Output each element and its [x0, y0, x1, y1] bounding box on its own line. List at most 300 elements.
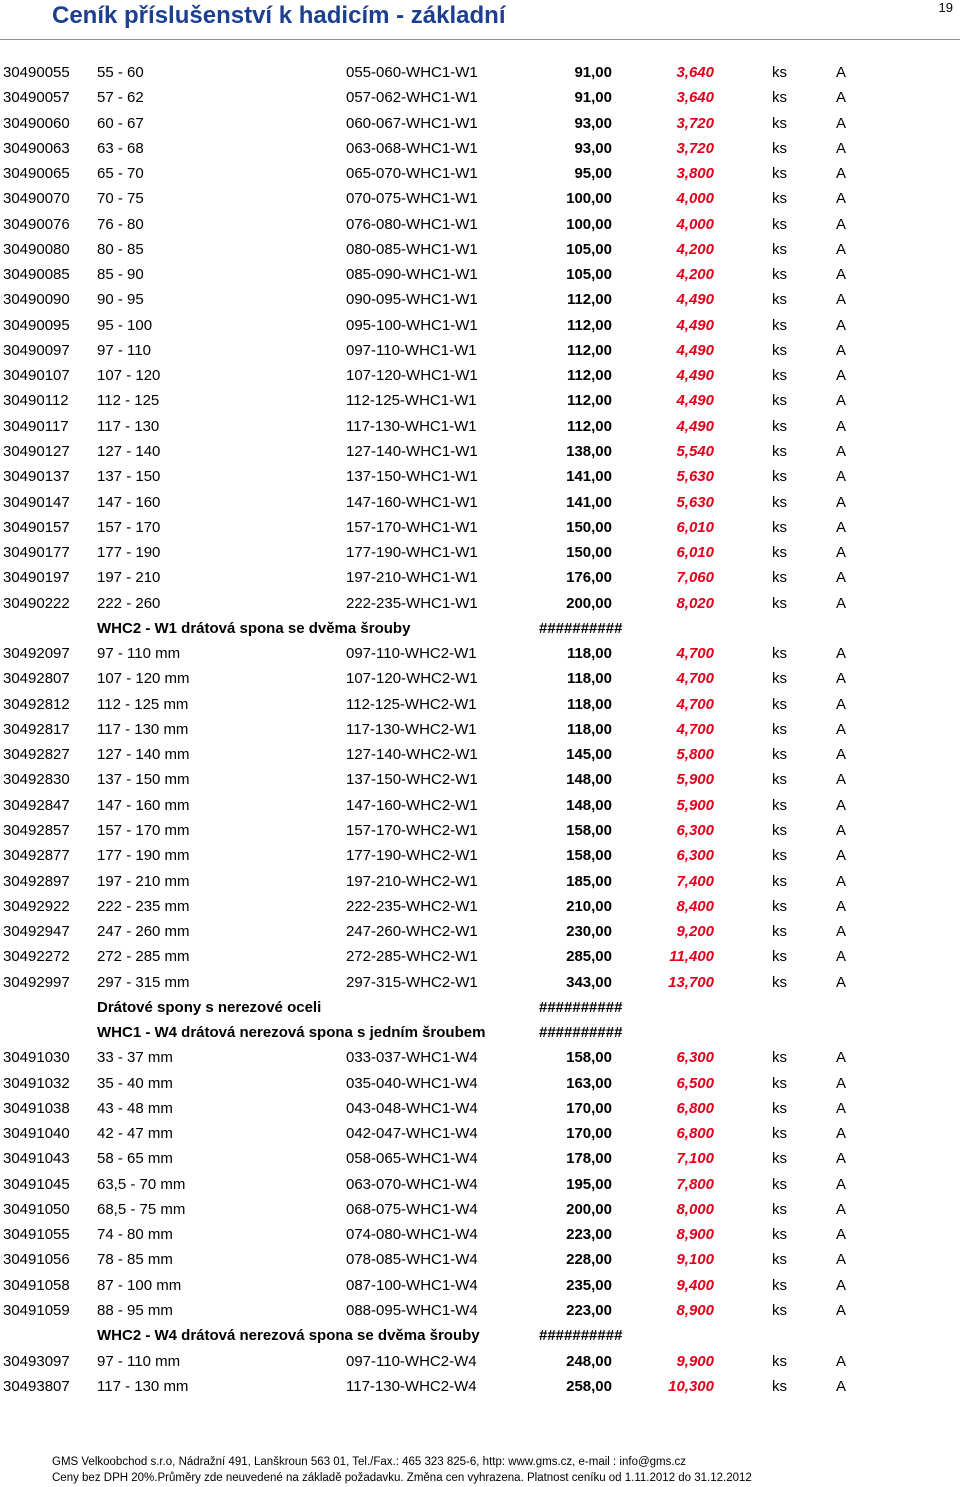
product-code: 30492897 [3, 872, 70, 890]
product-code: 30491032 [3, 1074, 70, 1092]
unit-label: ks [772, 89, 787, 107]
size-range: 177 - 190 mm [97, 847, 190, 865]
unit-label: ks [772, 923, 787, 941]
weight-value: 6,500 [676, 1074, 714, 1092]
availability-code: A [836, 1377, 847, 1395]
price-value: 118,00 [566, 695, 612, 713]
price-value: 228,00 [566, 1251, 612, 1269]
size-range: 272 - 285 mm [97, 948, 190, 966]
availability-code: A [836, 1352, 847, 1370]
availability-code: A [836, 544, 847, 562]
section-header-row [0, 1323, 960, 1348]
weight-value: 6,010 [676, 518, 714, 536]
table-row [0, 515, 960, 540]
unit-label: ks [772, 1377, 787, 1395]
table-row [0, 1096, 960, 1121]
product-code: 30490107 [3, 367, 70, 385]
availability-code: A [836, 796, 847, 814]
table-row [0, 894, 960, 919]
product-code: 30491055 [3, 1226, 70, 1244]
product-code: 30493097 [3, 1352, 70, 1370]
unit-label: ks [772, 468, 787, 486]
table-row [0, 161, 960, 186]
availability-code: A [836, 139, 847, 157]
size-range: 43 - 48 mm [97, 1099, 173, 1117]
size-range: 137 - 150 mm [97, 771, 190, 789]
page-footer [52, 1454, 752, 1486]
size-range: 57 - 62 [97, 89, 144, 107]
table-row [0, 363, 960, 388]
article-number: 222-235-WHC1-W1 [346, 594, 478, 612]
size-range: 222 - 260 [97, 594, 161, 612]
price-value: 223,00 [566, 1226, 612, 1244]
size-range: 222 - 235 mm [97, 897, 190, 915]
unit-label: ks [772, 1175, 787, 1193]
product-code: 30491056 [3, 1251, 70, 1269]
weight-value: 9,100 [676, 1251, 714, 1269]
availability-code: A [836, 165, 847, 183]
article-number: 097-110-WHC2-W1 [346, 645, 477, 663]
product-code: 30490197 [3, 569, 70, 587]
size-range: 177 - 190 [97, 544, 161, 562]
price-value: 118,00 [566, 645, 612, 663]
article-number: 080-085-WHC1-W1 [346, 240, 478, 258]
price-value: 93,00 [574, 114, 612, 132]
unit-label: ks [772, 1352, 787, 1370]
article-number: 177-190-WHC2-W1 [346, 847, 478, 865]
table-row [0, 439, 960, 464]
page-title: Ceník příslušenství k hadicím - základní [52, 2, 506, 29]
size-range: 55 - 60 [97, 64, 144, 81]
weight-value: 3,800 [676, 165, 714, 183]
availability-code: A [836, 923, 847, 941]
size-range: 87 - 100 mm [97, 1276, 182, 1294]
availability-code: A [836, 720, 847, 738]
table-row [0, 1172, 960, 1197]
product-code: 30492827 [3, 746, 70, 764]
unit-label: ks [772, 569, 787, 587]
product-code: 30491045 [3, 1175, 70, 1193]
weight-value: 3,640 [676, 64, 714, 81]
availability-code: A [836, 341, 847, 359]
unit-label: ks [772, 266, 787, 284]
size-range: 63,5 - 70 mm [97, 1175, 186, 1193]
price-value: 200,00 [566, 1200, 612, 1218]
price-value: 141,00 [566, 493, 612, 511]
weight-value: 4,490 [676, 341, 714, 359]
availability-code: A [836, 1276, 847, 1294]
weight-value: 9,400 [676, 1276, 714, 1294]
section-overflow-value: ########## [539, 1327, 623, 1345]
unit-label: ks [772, 1150, 787, 1168]
size-range: 80 - 85 [97, 240, 144, 258]
product-code: 30492817 [3, 720, 70, 738]
price-value: 112,00 [566, 367, 612, 385]
availability-code: A [836, 417, 847, 435]
price-value: 343,00 [566, 973, 612, 991]
unit-label: ks [772, 594, 787, 612]
table-row [0, 869, 960, 894]
product-code: 30490060 [3, 114, 70, 132]
table-row [0, 1121, 960, 1146]
unit-label: ks [772, 821, 787, 839]
price-value: 285,00 [566, 948, 612, 966]
unit-label: ks [772, 1049, 787, 1067]
weight-value: 7,060 [676, 569, 714, 587]
weight-value: 3,640 [676, 89, 714, 107]
weight-value: 7,800 [676, 1175, 714, 1193]
article-number: 272-285-WHC2-W1 [346, 948, 478, 966]
table-row [0, 565, 960, 590]
product-code: 30491043 [3, 1150, 70, 1168]
unit-label: ks [772, 771, 787, 789]
unit-label: ks [772, 518, 787, 536]
section-title: Drátové spony s nerezové oceli [97, 998, 322, 1016]
availability-code: A [836, 847, 847, 865]
weight-value: 9,900 [676, 1352, 714, 1370]
availability-code: A [836, 872, 847, 890]
article-number: 070-075-WHC1-W1 [346, 190, 478, 208]
article-number: 055-060-WHC1-W1 [346, 64, 478, 81]
product-code: 30492830 [3, 771, 70, 789]
availability-code: A [836, 1302, 847, 1320]
product-code: 30490076 [3, 215, 70, 233]
size-range: 90 - 95 [97, 291, 144, 309]
product-code: 30490097 [3, 341, 70, 359]
size-range: 112 - 125 [97, 392, 160, 410]
price-value: 158,00 [566, 1049, 612, 1067]
table-row [0, 237, 960, 262]
unit-label: ks [772, 341, 787, 359]
product-code: 30490157 [3, 518, 70, 536]
product-code: 30490070 [3, 190, 70, 208]
price-value: 163,00 [566, 1074, 612, 1092]
unit-label: ks [772, 367, 787, 385]
table-row [0, 388, 960, 413]
unit-label: ks [772, 1251, 787, 1269]
table-row [0, 591, 960, 616]
article-number: 088-095-WHC1-W4 [346, 1302, 478, 1320]
product-code: 30492272 [3, 948, 70, 966]
unit-label: ks [772, 973, 787, 991]
article-number: 063-070-WHC1-W4 [346, 1175, 478, 1193]
unit-label: ks [772, 1074, 787, 1092]
unit-label: ks [772, 948, 787, 966]
product-code: 30492947 [3, 923, 70, 941]
size-range: 35 - 40 mm [97, 1074, 173, 1092]
weight-value: 11,400 [669, 948, 714, 966]
article-number: 147-160-WHC1-W1 [346, 493, 478, 511]
price-value: 91,00 [574, 89, 612, 107]
price-value: 105,00 [566, 240, 612, 258]
weight-value: 7,400 [676, 872, 714, 890]
availability-code: A [836, 215, 847, 233]
table-row [0, 1146, 960, 1171]
table-row [0, 464, 960, 489]
product-code: 30493807 [3, 1377, 70, 1395]
unit-label: ks [772, 139, 787, 157]
availability-code: A [836, 897, 847, 915]
product-code: 30490055 [3, 64, 70, 81]
product-code: 30492997 [3, 973, 70, 991]
price-value: 148,00 [566, 796, 612, 814]
weight-value: 4,700 [676, 720, 714, 738]
size-range: 85 - 90 [97, 266, 144, 284]
unit-label: ks [772, 215, 787, 233]
section-title: WHC2 - W1 drátová spona se dvěma šrouby [97, 619, 411, 637]
price-value: 145,00 [566, 746, 612, 764]
weight-value: 8,900 [676, 1302, 714, 1320]
availability-code: A [836, 1175, 847, 1193]
table-row [0, 111, 960, 136]
table-row [0, 1273, 960, 1298]
price-value: 150,00 [566, 518, 612, 536]
page-number: 19 [938, 0, 953, 15]
size-range: 97 - 110 mm [97, 645, 181, 663]
price-value: 118,00 [566, 720, 612, 738]
article-number: 058-065-WHC1-W4 [346, 1150, 478, 1168]
price-value: 170,00 [566, 1125, 612, 1143]
size-range: 88 - 95 mm [97, 1302, 173, 1320]
article-number: 197-210-WHC1-W1 [346, 569, 478, 587]
product-code: 30491050 [3, 1200, 70, 1218]
unit-label: ks [772, 291, 787, 309]
size-range: 147 - 160 [97, 493, 161, 511]
article-number: 112-125-WHC1-W1 [346, 392, 477, 410]
article-number: 076-080-WHC1-W1 [346, 215, 478, 233]
article-number: 057-062-WHC1-W1 [346, 89, 478, 107]
table-row [0, 1374, 960, 1399]
table-row [0, 944, 960, 969]
unit-label: ks [772, 1200, 787, 1218]
size-range: 97 - 110 [97, 341, 151, 359]
product-code: 30490222 [3, 594, 70, 612]
table-row [0, 1222, 960, 1247]
unit-label: ks [772, 847, 787, 865]
size-range: 147 - 160 mm [97, 796, 190, 814]
size-range: 157 - 170 [97, 518, 161, 536]
weight-value: 5,900 [676, 796, 714, 814]
product-code: 30492857 [3, 821, 70, 839]
availability-code: A [836, 645, 847, 663]
price-value: 200,00 [566, 594, 612, 612]
article-number: 137-150-WHC1-W1 [346, 468, 478, 486]
article-number: 042-047-WHC1-W4 [346, 1125, 478, 1143]
size-range: 42 - 47 mm [97, 1125, 173, 1143]
price-value: 223,00 [566, 1302, 612, 1320]
article-number: 107-120-WHC1-W1 [346, 367, 478, 385]
size-range: 197 - 210 mm [97, 872, 190, 890]
product-code: 30492847 [3, 796, 70, 814]
section-title: WHC2 - W4 drátová nerezová spona se dvěma šrouby [97, 1327, 480, 1345]
product-code: 30492807 [3, 670, 70, 688]
footer-terms-line: Ceny bez DPH 20%.Průměry zde neuvedené na základě požadavku. Změna cen vyhrazena. Platnost ceníku od 1.11.2012 do 31.12.2012 [52, 1472, 752, 1484]
section-header-row [0, 995, 960, 1020]
unit-label: ks [772, 1226, 787, 1244]
product-code: 30490137 [3, 468, 70, 486]
availability-code: A [836, 569, 847, 587]
size-range: 63 - 68 [97, 139, 144, 157]
price-value: 210,00 [566, 897, 612, 915]
article-number: 137-150-WHC2-W1 [346, 771, 478, 789]
article-number: 247-260-WHC2-W1 [346, 923, 478, 941]
product-code: 30492812 [3, 695, 70, 713]
price-value: 178,00 [566, 1150, 612, 1168]
price-value: 176,00 [566, 569, 612, 587]
unit-label: ks [772, 872, 787, 890]
availability-code: A [836, 1125, 847, 1143]
availability-code: A [836, 266, 847, 284]
unit-label: ks [772, 1276, 787, 1294]
availability-code: A [836, 948, 847, 966]
weight-value: 6,300 [676, 847, 714, 865]
weight-value: 5,900 [676, 771, 714, 789]
weight-value: 6,300 [676, 1049, 714, 1067]
section-overflow-value: ########## [539, 998, 623, 1016]
unit-label: ks [772, 64, 787, 81]
availability-code: A [836, 670, 847, 688]
table-row [0, 717, 960, 742]
article-number: 147-160-WHC2-W1 [346, 796, 478, 814]
product-code: 30490085 [3, 266, 70, 284]
article-number: 097-110-WHC2-W4 [346, 1352, 477, 1370]
price-value: 95,00 [574, 165, 612, 183]
availability-code: A [836, 392, 847, 410]
table-row [0, 85, 960, 110]
table-row [0, 843, 960, 868]
size-range: 70 - 75 [97, 190, 144, 208]
size-range: 112 - 125 mm [97, 695, 189, 713]
price-value: 258,00 [566, 1377, 612, 1395]
table-row [0, 136, 960, 161]
availability-code: A [836, 1251, 847, 1269]
table-row [0, 692, 960, 717]
table-row [0, 212, 960, 237]
size-range: 95 - 100 [97, 316, 153, 334]
weight-value: 4,000 [676, 215, 714, 233]
product-code: 30490127 [3, 442, 70, 460]
unit-label: ks [772, 1099, 787, 1117]
unit-label: ks [772, 1302, 787, 1320]
price-value: 112,00 [566, 417, 612, 435]
table-row [0, 338, 960, 363]
weight-value: 4,490 [676, 417, 714, 435]
table-row [0, 1247, 960, 1272]
weight-value: 7,100 [676, 1150, 714, 1168]
product-code: 30490090 [3, 291, 70, 309]
article-number: 035-040-WHC1-W4 [346, 1074, 478, 1092]
unit-label: ks [772, 720, 787, 738]
unit-label: ks [772, 165, 787, 183]
table-row [0, 1071, 960, 1096]
price-table [0, 60, 960, 1399]
size-range: 127 - 140 [97, 442, 161, 460]
availability-code: A [836, 1074, 847, 1092]
availability-code: A [836, 973, 847, 991]
size-range: 107 - 120 mm [97, 670, 190, 688]
section-overflow-value: ########## [539, 619, 623, 637]
product-code: 30492922 [3, 897, 70, 915]
section-overflow-value: ########## [539, 1024, 623, 1042]
weight-value: 4,490 [676, 367, 714, 385]
product-code: 30491040 [3, 1125, 70, 1143]
article-number: 063-068-WHC1-W1 [346, 139, 478, 157]
product-code: 30491058 [3, 1276, 70, 1294]
price-value: 112,00 [566, 341, 612, 359]
weight-value: 4,490 [676, 291, 714, 309]
article-number: 090-095-WHC1-W1 [346, 291, 478, 309]
weight-value: 6,300 [676, 821, 714, 839]
price-value: 100,00 [566, 215, 612, 233]
product-code: 30490080 [3, 240, 70, 258]
article-number: 127-140-WHC2-W1 [346, 746, 478, 764]
availability-code: A [836, 291, 847, 309]
article-number: 117-130-WHC1-W1 [346, 417, 477, 435]
weight-value: 6,800 [676, 1125, 714, 1143]
product-code: 30490065 [3, 165, 70, 183]
unit-label: ks [772, 645, 787, 663]
unit-label: ks [772, 670, 787, 688]
price-value: 235,00 [566, 1276, 612, 1294]
availability-code: A [836, 190, 847, 208]
article-number: 097-110-WHC1-W1 [346, 341, 477, 359]
article-number: 074-080-WHC1-W4 [346, 1226, 478, 1244]
availability-code: A [836, 89, 847, 107]
weight-value: 3,720 [676, 139, 714, 157]
price-value: 91,00 [574, 64, 612, 81]
article-number: 177-190-WHC1-W1 [346, 544, 478, 562]
size-range: 107 - 120 [97, 367, 161, 385]
article-number: 078-085-WHC1-W4 [346, 1251, 478, 1269]
unit-label: ks [772, 240, 787, 258]
product-code: 30492877 [3, 847, 70, 865]
product-code: 30491038 [3, 1099, 70, 1117]
unit-label: ks [772, 1125, 787, 1143]
table-row [0, 767, 960, 792]
availability-code: A [836, 367, 847, 385]
unit-label: ks [772, 190, 787, 208]
table-row [0, 1197, 960, 1222]
article-number: 112-125-WHC2-W1 [346, 695, 477, 713]
price-value: 185,00 [566, 872, 612, 890]
product-code: 30490063 [3, 139, 70, 157]
weight-value: 4,200 [676, 240, 714, 258]
page-header [0, 0, 960, 40]
size-range: 58 - 65 mm [97, 1150, 173, 1168]
weight-value: 6,010 [676, 544, 714, 562]
weight-value: 8,020 [676, 594, 714, 612]
availability-code: A [836, 771, 847, 789]
article-number: 060-067-WHC1-W1 [346, 114, 478, 132]
section-header-row [0, 616, 960, 641]
article-number: 157-170-WHC2-W1 [346, 821, 478, 839]
size-range: 76 - 80 [97, 215, 144, 233]
size-range: 117 - 130 mm [97, 720, 189, 738]
table-row [0, 540, 960, 565]
price-value: 248,00 [566, 1352, 612, 1370]
article-number: 033-037-WHC1-W4 [346, 1049, 478, 1067]
unit-label: ks [772, 442, 787, 460]
size-range: 137 - 150 [97, 468, 161, 486]
header-divider [0, 39, 960, 40]
product-code: 30491030 [3, 1049, 70, 1067]
table-row [0, 414, 960, 439]
table-row [0, 313, 960, 338]
size-range: 297 - 315 mm [97, 973, 190, 991]
price-value: 105,00 [566, 266, 612, 284]
weight-value: 8,900 [676, 1226, 714, 1244]
table-row [0, 742, 960, 767]
